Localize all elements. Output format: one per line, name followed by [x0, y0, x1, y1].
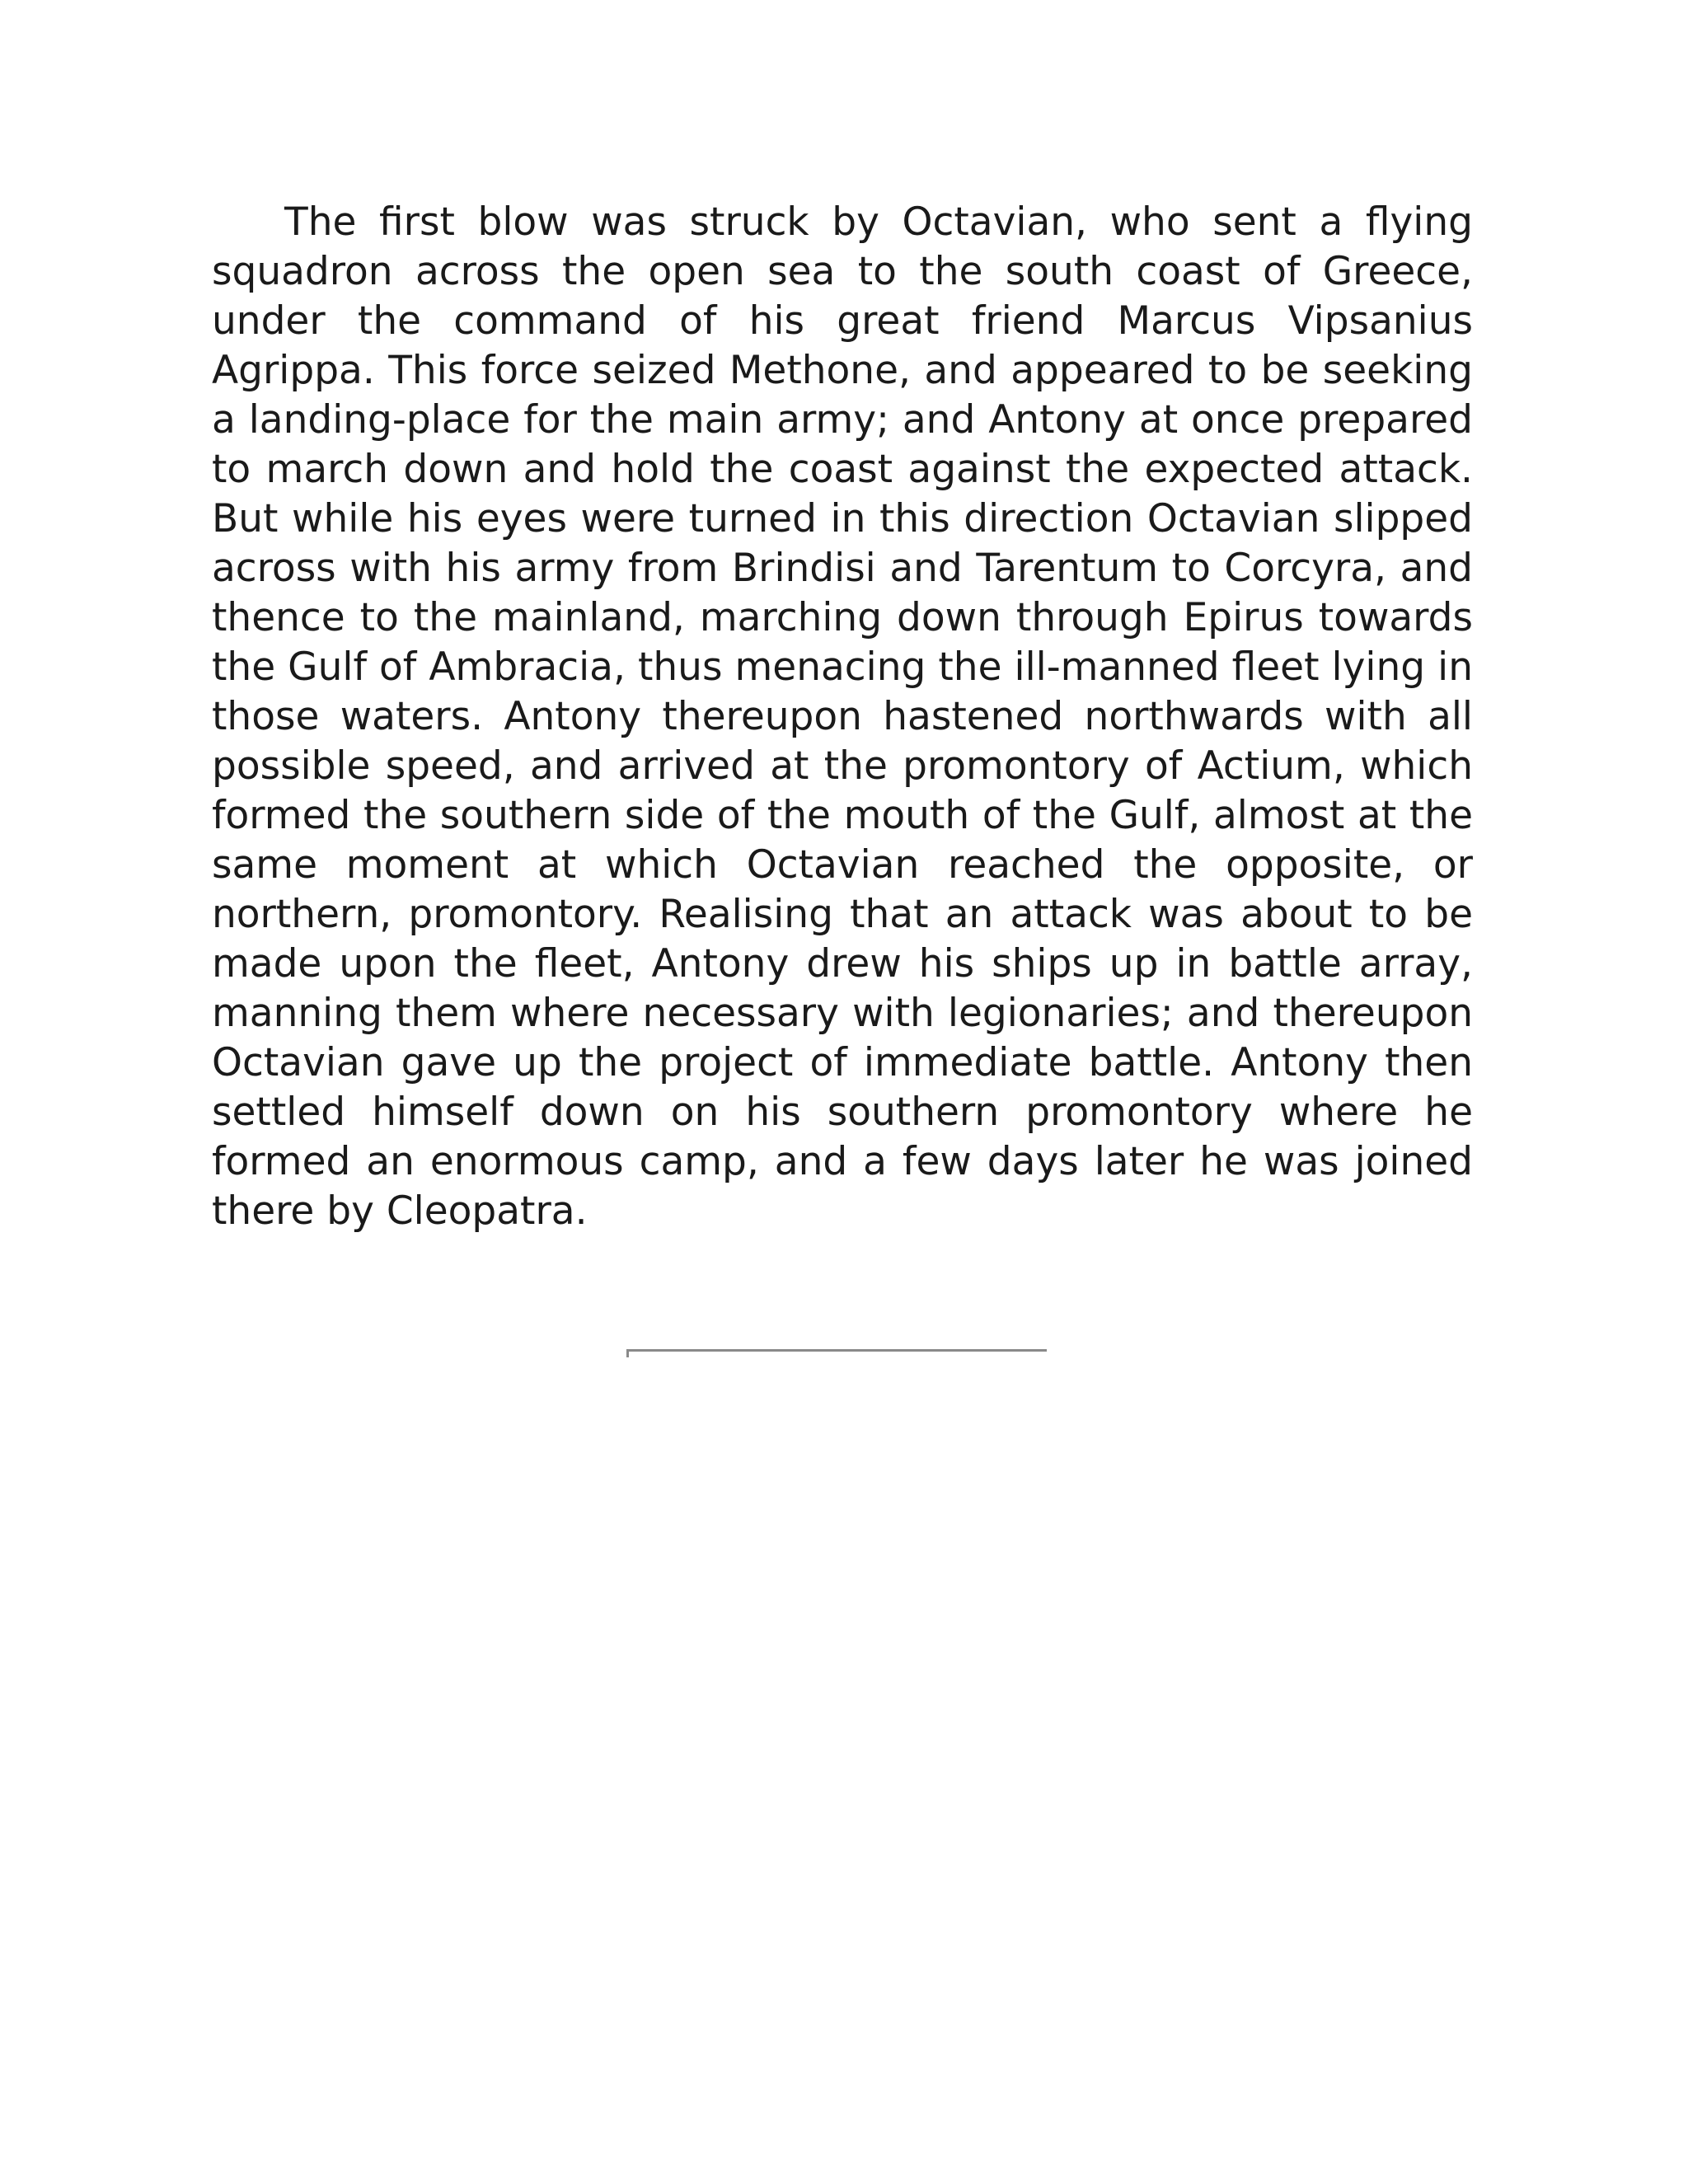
section-separator-rule: [626, 1349, 1047, 1352]
body-paragraph: The first blow was struck by Octavian, who sent a flying squadron across the open sea to the south coast of Greece, under the command of his great friend Marcus Vipsanius Agrippa. This force seized Methone, and appeared to be seeking a landing-place for the main army; and Antony at once prepared to march down and hold the coast against the expected attack. But while his eyes were turned in this direction Octavian slipped across with his army from Brindisi and Tarentum to Corcyra, and thence to the mainland, marching down through Epirus towards the Gulf of Ambracia, thus menacing the ill-manned fleet lying in those waters. Antony thereupon hastened northwards with all possible speed, and arrived at the promontory of Actium, which formed the southern side of the mouth of the Gulf, almost at the same moment at which Octavian reached the opposite, or northern, promontory. Realising that an attack was about to be made upon the fleet, Antony drew his ships up in battle array, manning them where necessary with legionaries; and thereupon Octavian gave up the project of immediate battle. Antony then settled himself down on his southern promontory where he formed an enormous camp, and a few days later he was joined there by Cleopatra.: [212, 199, 1473, 1234]
separator-rule-end: [626, 1349, 629, 1357]
